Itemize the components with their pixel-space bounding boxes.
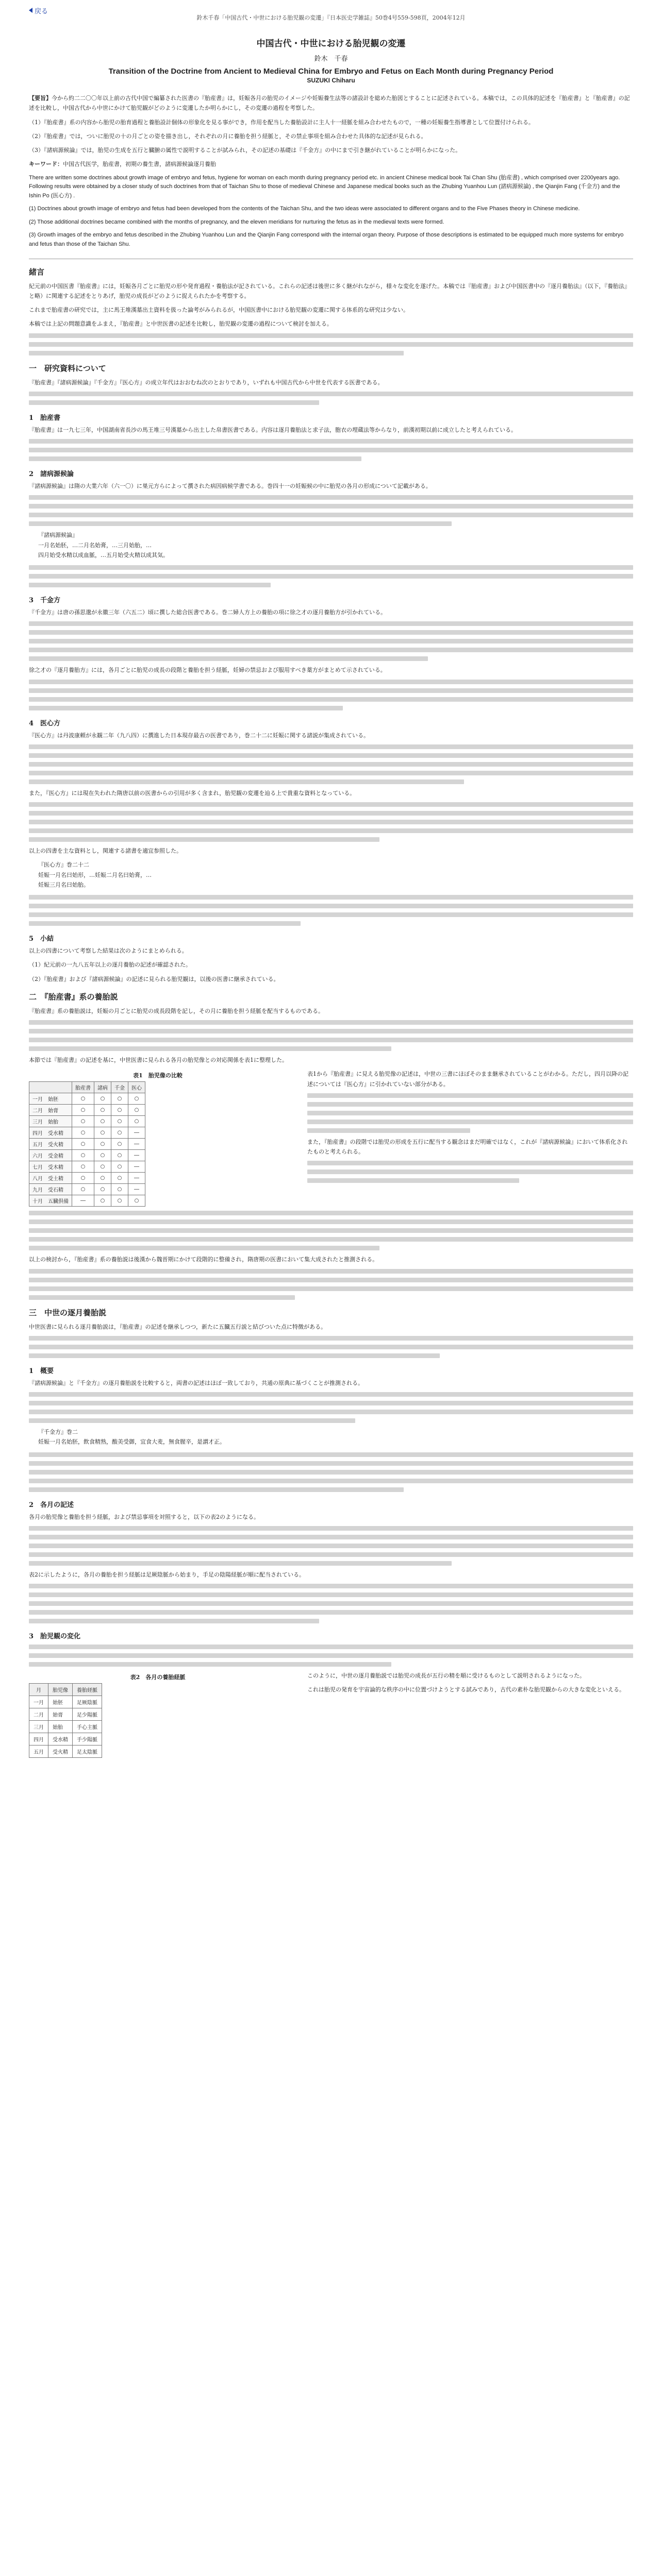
table-row (29, 1696, 102, 1708)
table-cell: ○ (72, 1127, 94, 1139)
table2-header-row (29, 1684, 102, 1696)
table2-block (29, 1671, 633, 1758)
table-cell: ○ (72, 1139, 94, 1150)
table-row (29, 1150, 145, 1161)
table-cell: ○ (72, 1184, 94, 1195)
s1-d-p: 『医心方』は丹波康頼が永観二年（九八四）に撰進した日本現存最古の医書であり，巻二十二に妊娠に関する諸説が集成されている。 (29, 732, 369, 739)
heading-3-2: 2 各月の記述 (29, 1501, 74, 1509)
table-header-cell: 医心 (128, 1082, 145, 1093)
table1-discussion (307, 1069, 633, 1187)
table-cell: ○ (72, 1161, 94, 1173)
keywords: キーワード：中国古代医学，胎産書，初期の養生書，諸病源候論逐月養胎 (29, 161, 216, 168)
s3-b-p: 各月の胎児像と養胎を担う経脈，および禁忌事項を対照すると，以下の表2のようになる。 (29, 1513, 259, 1520)
table-cell: 八月 受土精 (29, 1173, 72, 1184)
heading-section-3: 三 中世の逐月養胎説 (29, 1308, 107, 1317)
table-cell: 手心主脈 (73, 1721, 102, 1733)
table1-title: 表1 胎児像の比較 (133, 1072, 183, 1079)
table-row (29, 1116, 145, 1127)
table-cell: ○ (94, 1173, 111, 1184)
heading-1-4: 4 医心方 (29, 719, 61, 727)
body-text-block (29, 1645, 633, 1667)
body-text-block (29, 1211, 633, 1250)
table-cell: ○ (128, 1116, 145, 1127)
body-text-block (29, 802, 633, 842)
table-cell: ○ (111, 1173, 128, 1184)
intro-p2: これまで胎産書の研究では，主に馬王堆漢墓出土資料を扱った論考がみられるが，中国医書中における胎児観の変遷に関する体系的な研究は少ない。 (29, 307, 409, 314)
back-arrow-icon (29, 8, 32, 13)
table2-wrap (29, 1671, 287, 1758)
author-en: SUZUKI Chiharu (307, 77, 355, 84)
citation: 鈴木千春「中国古代・中世における胎児観の変遷」『日本医史学雑誌』50巻4号559-598頁，2004年12月 (196, 14, 466, 21)
table-cell: ― (128, 1161, 145, 1173)
table-cell: ― (72, 1195, 94, 1207)
table-cell: ○ (111, 1127, 128, 1139)
abstract-en-p2: (1) Doctrines about growth image of embryo and fetus had been developed from the contents of the Taichan Shu, and the two ideas were associated to different organs and to the Five Phases theory in Chinese medicine. (29, 206, 580, 212)
body-text-block (29, 895, 633, 926)
table-cell: 一月 (29, 1696, 48, 1708)
s1-c-p: 『千金方』は唐の孫思邈が永徽三年（六五二）頃に撰した総合医書である。巻二婦人方上の養胎の項に徐之才の逐月養胎方が引かれている。 (29, 609, 386, 616)
author-ja: 鈴木 千春 (314, 55, 348, 63)
table1-block (29, 1069, 633, 1207)
table2-title: 表2 各月の養胎経脈 (130, 1674, 186, 1681)
table-cell: 受水精 (48, 1733, 73, 1745)
heading-1-2: 2 諸病源候論 (29, 470, 74, 479)
table-cell: 足少陽脈 (73, 1708, 102, 1721)
heading-3-3: 3 胎児観の変化 (29, 1633, 81, 1641)
table-cell: 二月 始膏 (29, 1105, 72, 1116)
title-en: Transition of the Doctrine from Ancient to Medieval China for Embryo and Fetus on Each Month during Pregnancy Period (108, 67, 554, 76)
table-row (29, 1721, 102, 1733)
heading-section-1: 一 研究資料について (29, 363, 106, 373)
table-cell: ○ (94, 1093, 111, 1105)
table-row (29, 1745, 102, 1758)
abstract-p1: 【要旨】今から約二二〇〇年以上前の古代中国で編纂された医書の『胎産書』は，妊娠各月の胎児のイメージや妊娠養生法等の諸設計を総めた胎図とすることに記述されている。本稿では，この具体的記述を『胎産書』と『胎産書』の記述を比較し，中国古代から中世にかけて胎児観がどのように変遷したか明らかにし，その変遷の過程を考察した。 (29, 95, 630, 112)
paper-header (29, 36, 633, 84)
table-header-cell: 諸病 (94, 1082, 111, 1093)
s2-p2: 本節では『胎産書』の記述を基に，中世医書に見られる各月の胎児像との対応関係を表1に整理した。 (29, 1057, 288, 1064)
s2-right2: また，『胎産書』の段階では胎児の形成を五行に配当する観念はまだ明確ではなく，これが『諸病源候論』において体系化されたものと考えられる。 (307, 1138, 628, 1156)
table2 (29, 1683, 102, 1758)
table-cell: ○ (94, 1184, 111, 1195)
table-cell: ○ (94, 1116, 111, 1127)
table2-body (29, 1696, 102, 1758)
table-header-cell: 月 (29, 1684, 48, 1696)
s3-b-p2: 表2に示したように，各月の養胎を担う経脈は足厥陰脈から始まり，手足の陰陽経脈が順に配当されている。 (29, 1571, 305, 1578)
heading-3-1: 1 概要 (29, 1367, 54, 1375)
table-cell: ○ (111, 1195, 128, 1207)
table-cell: ○ (94, 1150, 111, 1161)
table-row (29, 1195, 145, 1207)
table2-discussion (307, 1671, 633, 1699)
table-cell: 足太陰脈 (73, 1745, 102, 1758)
s1-c-p2: 徐之才の『逐月養胎方』には，各月ごとに胎児の成長の段階と養胎を担う経脈，妊婦の禁忌および服用すべき薬方がまとめて示されている。 (29, 667, 386, 674)
table1 (29, 1081, 145, 1207)
body-text-block (29, 1269, 633, 1300)
table-cell: ○ (72, 1116, 94, 1127)
body-text-block (29, 565, 633, 587)
body-text-block (29, 1452, 633, 1492)
table-row (29, 1105, 145, 1116)
table-cell: 手少陽脈 (73, 1733, 102, 1745)
table-cell: 二月 (29, 1708, 48, 1721)
abstract-p3: （2）『胎産書』では，ついに胎児の十の月ごとの姿を描き出し，それぞれの月に養胎を担う経脈と，その禁止事項を組み合わせた具体的な記述が見られる。 (29, 132, 427, 140)
table-cell: 始膏 (48, 1708, 73, 1721)
table-cell: ○ (72, 1173, 94, 1184)
table-row (29, 1733, 102, 1745)
body-text-block (29, 495, 633, 526)
table1-wrap (29, 1069, 287, 1207)
table-cell: ○ (111, 1105, 128, 1116)
heading-1-3: 3 千金方 (29, 597, 61, 605)
back-label: 戻る (35, 7, 48, 15)
table-cell: ― (128, 1173, 145, 1184)
source-quote-d: 『医心方』巻二十二 妊娠一月名曰始形，…妊娠二月名曰始膏，… 妊娠三月名曰始胎。 (38, 861, 152, 888)
body-text-block (29, 744, 633, 784)
table-cell: ― (128, 1184, 145, 1195)
table-cell: ○ (111, 1150, 128, 1161)
body-text-block (29, 1526, 633, 1566)
table-cell: 六月 受金精 (29, 1150, 72, 1161)
table-cell: ○ (111, 1093, 128, 1105)
intro-p3: 本稿では上記の問題意識をふまえ，『胎産書』と中世医書の記述を比較し，胎児観の変遷の過程について検討を加える。 (29, 320, 333, 328)
table1-body (29, 1093, 145, 1207)
table-cell: 受火精 (48, 1745, 73, 1758)
abstract-en-p1: There are written some doctrines about growth image of embryo and fetus, hygiene for woman on each month during pregnancy period etc. in ancient Chinese medical book Tai Chan Shu (胎産書) , which comprised over 2200years ago. Following results were obtained by a closer study of such doctrines from that of Taichan Shu to those of medieval Chinese and Japanese medical books such as the Zhubing Yuanhou Lun (諸病源候論) , the Qianjin Fang (千金方) and the Ishin Po (医心方) . (29, 174, 620, 199)
body-text-block (29, 621, 633, 661)
source-quote-3a: 『千金方』巻二 妊娠一月名始胚，飲食精熟，酸美受御，宜食大麦，無食腥辛，是謂才正。 (38, 1429, 225, 1446)
table-header-cell: 千金 (111, 1082, 128, 1093)
table-cell: ○ (72, 1150, 94, 1161)
table-cell: ○ (94, 1139, 111, 1150)
s2-p1: 『胎産書』系の養胎説は，妊娠の月ごとに胎児の成長段階を記し，その月に養胎を担う経脈を配当するものである。 (29, 1007, 324, 1014)
table-row (29, 1139, 145, 1150)
abstract-ja (29, 93, 633, 170)
table-cell: 四月 受水精 (29, 1127, 72, 1139)
body-text-block (29, 1336, 633, 1358)
table-row (29, 1093, 145, 1105)
s1-e-p1: （1）紀元前の一九八五年以上の逐月養胎の記述が確認された。 (29, 961, 191, 969)
table-cell: ○ (111, 1161, 128, 1173)
table-cell: 三月 (29, 1721, 48, 1733)
title-ja: 中国古代・中世における胎児観の変遷 (256, 39, 406, 49)
table-header-cell: 養胎経脈 (73, 1684, 102, 1696)
table1-header-row (29, 1082, 145, 1093)
table-header-cell: 胎児像 (48, 1684, 73, 1696)
table-cell: ― (128, 1150, 145, 1161)
body-text-block (29, 392, 633, 405)
body-text-block (29, 1020, 633, 1051)
table-cell: 四月 (29, 1733, 48, 1745)
abstract-p4: （3）『諸病源候論』では，胎児の生成を五行と臓腑の属性で説明することが試みられ，その記述の基礎は『千金方』の中にまで引き継がれていることが明らかになった。 (29, 147, 461, 154)
table-cell: 足厥陰脈 (73, 1696, 102, 1708)
table-row (29, 1173, 145, 1184)
table-cell: 十月 五臓倶備 (29, 1195, 72, 1207)
body-text-block (307, 1093, 633, 1133)
table-cell: ○ (111, 1116, 128, 1127)
table-row (29, 1161, 145, 1173)
intro-p1: 紀元前の中国医書『胎産書』には，妊娠各月ごとに胎児の形や発育過程・養胎法が記されている。これらの記述は後世に多く継がれながら，様々な変化を遂げた。本稿では『胎産書』および中国医書中の『逐月養胎法』（以下，『養胎法』と略）に関連する記述をとりあげ，胎児の成長がどのように捉えられたかを考察する。 (29, 282, 630, 299)
abstract-en-p3: (2) Those additional doctrines became combined with the months of pregnancy, and the eleven meridians for nurturing the fetus as in the medieval texts were formed. (29, 218, 444, 225)
s3-right2: これは胎児の発育を宇宙論的な秩序の中に位置づけようとする試みであり，古代の素朴な胎児観からの大きな変化といえる。 (307, 1686, 625, 1693)
table-cell: ○ (128, 1093, 145, 1105)
body-text-block (29, 680, 633, 710)
table-header-cell: 胎産書 (72, 1082, 94, 1093)
body-text-block (307, 1161, 633, 1183)
heading-intro: 緒言 (29, 267, 45, 277)
s2-right1: 表1から『胎産書』に見える胎児像の記述は，中世の三書にほぼそのまま継承されていることがわかる。ただし，四月以降の記述については『医心方』に引かれていない部分がある。 (307, 1071, 628, 1088)
table-row (29, 1127, 145, 1139)
table-row (29, 1708, 102, 1721)
back-link[interactable] (29, 6, 48, 15)
s3-right1: このように，中世の逐月養胎説では胎児の成長が五行の精を順に受けるものとして説明されるようになった。 (307, 1672, 585, 1680)
s3-p1: 中世医書に見られる逐月養胎説は，『胎産書』の記述を継承しつつ，新たに五臓五行説と結びついた点に特徴がある。 (29, 1323, 327, 1330)
s3-a-p: 『諸病源候論』と『千金方』の逐月養胎説を比較すると，両書の記述はほぼ一致しており，共通の原典に基づくことが推測される。 (29, 1379, 363, 1386)
table-cell: 九月 受石精 (29, 1184, 72, 1195)
abstract-p2: （1）『胎産書』系の内容から胎児の胎育過程と養胎設計個体の形象化を見る事ができ，作用を配当した養胎設計に主人十一経脈を組み合わせたもので，一種の妊娠養生指導書として位置付けられる。 (29, 118, 534, 126)
table-cell: ― (128, 1127, 145, 1139)
table-cell: 始胎 (48, 1721, 73, 1733)
table-cell: ○ (94, 1195, 111, 1207)
s1-a-p: 『胎産書』は一九七三年，中国湖南省長沙の馬王堆三号漢墓から出土した帛書医書である。内容は逐月養胎法と求子法，胞衣の埋蔵法等からなり，前漢初期以前に成立したと考えられている。 (29, 426, 517, 433)
body-text-block (29, 1584, 633, 1623)
table-cell: 五月 受火精 (29, 1139, 72, 1150)
s2-p3: 以上の検討から，『胎産書』系の養胎説は後漢から魏晋期にかけて段階的に整備され，隋唐期の医書において集大成されたと推測される。 (29, 1256, 378, 1263)
table-cell: 七月 受木精 (29, 1161, 72, 1173)
heading-section-2: 二 『胎産書』系の養胎説 (29, 992, 118, 1002)
s1-d-p2: また，『医心方』には現在失われた隋唐以前の医書からの引用が多く含まれ，胎児観の変遷を辿る上で貴重な資料となっている。 (29, 789, 356, 796)
s1-b-p: 『諸病源候論』は隋の大業六年（六一〇）に巣元方らによって撰された病因病候学書である。巻四十一の妊娠候の中に胎児の各月の形成について記載がある。 (29, 483, 432, 490)
table-cell: 五月 (29, 1745, 48, 1758)
table-header-cell (29, 1082, 72, 1093)
heading-1-1: 1 胎産書 (29, 414, 61, 422)
table-cell: ○ (94, 1105, 111, 1116)
body-text-block (29, 439, 633, 461)
s1-e-p2: （2）『胎産書』および『諸病源候論』の記述に見られる胎児観は，以後の医書に継承されている。 (29, 975, 279, 982)
table-cell: 一月 始胚 (29, 1093, 72, 1105)
s1-d-p3: 以上の四書を主な資料とし，関連する諸書を適宜参照した。 (29, 848, 182, 855)
table-cell: ○ (72, 1105, 94, 1116)
table-cell: ― (128, 1139, 145, 1150)
table-row (29, 1184, 145, 1195)
table-cell: 始胚 (48, 1696, 73, 1708)
abstract-en (29, 174, 633, 249)
s1-p1: 『胎産書』『諸病源候論』『千金方』『医心方』の成立年代はおおむね次のとおりであり，いずれも中国古代から中世を代表する医書である。 (29, 379, 384, 386)
table-cell: ○ (72, 1093, 94, 1105)
table-cell: ○ (94, 1161, 111, 1173)
table-cell: ○ (111, 1139, 128, 1150)
body-text-block (29, 333, 633, 355)
source-quote-b: 『諸病源候論』 一月名始胚，…二月名始膏，…三月始胎，… 四月始受水精以成血脈，…五月始受火精以成其気。 (38, 532, 169, 558)
table-cell: ○ (128, 1105, 145, 1116)
abstract-en-p4: (3) Growth images of the embryo and fetus described in the Zhubing Yuanhou Lun and the Qianjin Fang correspond with the internal organ theory. Purpose of those descriptions is estimated to be equipped much more systems for embryo and fetus than those of the Taichan Shu. (29, 232, 624, 248)
s1-e-p: 以上の四書について考察した結果は次のようにまとめられる。 (29, 947, 188, 955)
table-cell: 三月 始胎 (29, 1116, 72, 1127)
heading-1-5: 5 小結 (29, 935, 54, 943)
table-cell: ○ (128, 1195, 145, 1207)
table-cell: ○ (111, 1184, 128, 1195)
body-text-block (29, 1392, 633, 1423)
table-cell: ○ (94, 1127, 111, 1139)
